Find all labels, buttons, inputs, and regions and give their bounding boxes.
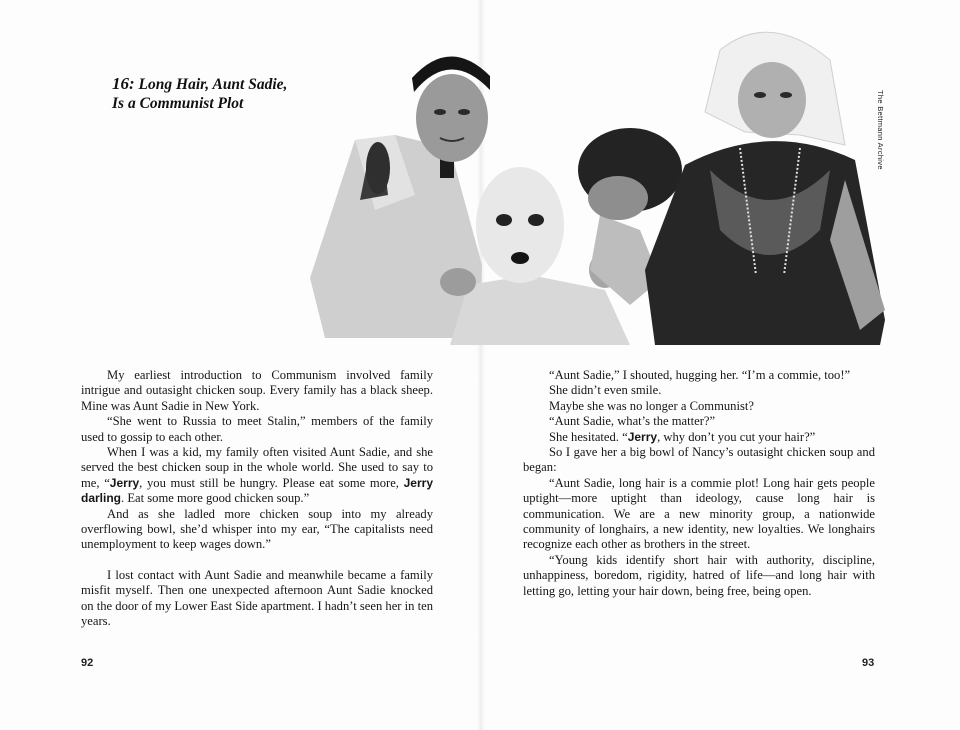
man-in-white-coat xyxy=(310,56,490,338)
chapter-title-line-1: Long Hair, Aunt Sadie, xyxy=(138,76,288,93)
left-p3-text-c: , you must still be hungry. Please eat some more, xyxy=(139,475,404,490)
right-paragraph-7: “Aunt Sadie, long hair is a commie plot! Long hair gets people uptight—more uptight than ideology, cause long hair is communication. We are a new minority group, a nationwide community of longhairs, a new identity, new loyalties. We longhairs recognize each other as brothers in the street. xyxy=(523,475,875,552)
right-page-text xyxy=(523,368,875,599)
right-paragraph-8: “Young kids identify short hair with authority, discipline, unhappiness, boredom, rigidity, hatred of life—and long hair with letting go, letting your hair down, being free, being open. xyxy=(523,552,875,598)
right-paragraph-5 xyxy=(523,430,875,445)
right-p5-text-c: , why don’t you cut your hair?” xyxy=(657,429,816,444)
left-paragraph-4: And as she ladled more chicken soup into my already overflowing bowl, she’d whisper into my ear, “The capitalists need unemployment to keep wages down.” xyxy=(81,506,433,552)
right-page-number: 93 xyxy=(862,657,875,669)
left-p3-text-a: When I was a kid, my family often visited Aunt Sadie, and she served the best chicken soup in the whole world. She used to say to me, “ xyxy=(81,445,433,490)
right-p5-text-a: She hesitated. “ xyxy=(549,429,628,444)
left-paragraph-5: I lost contact with Aunt Sadie and meanwhile became a family misfit myself. Then one unexpected afternoon Aunt Sadie knocked on the door of my Lower East Side apartment. I hadn’t seen her in ten years. xyxy=(81,567,433,629)
left-page-number: 92 xyxy=(81,657,94,669)
right-paragraph-3: Maybe she was no longer a Communist? xyxy=(549,398,754,413)
left-paragraph-3 xyxy=(81,445,433,507)
left-p3-jerry-darling: Jerry darling xyxy=(81,475,433,506)
right-paragraph-4: “Aunt Sadie, what’s the matter?” xyxy=(549,414,716,429)
left-p3-text-e: . Eat some more good chicken soup.” xyxy=(121,491,310,506)
right-p5-jerry: Jerry xyxy=(627,429,658,444)
chapter-photo xyxy=(300,20,890,345)
right-paragraph-1: “Aunt Sadie,” I shouted, hugging her. “I’m a commie, too!” xyxy=(549,368,851,382)
chapter-number: 16: xyxy=(112,74,135,93)
right-paragraph-2: She didn’t even smile. xyxy=(549,383,662,398)
photo-credit: The Bettmann Archive xyxy=(876,90,885,170)
left-paragraph-2: “She went to Russia to meet Stalin,” members of the family used to gossip to each other. xyxy=(81,414,433,444)
chapter-title-line-2: Is a Communist Plot xyxy=(112,95,244,112)
left-p3-jerry: Jerry xyxy=(109,475,140,490)
right-paragraph-6: So I gave her a big bowl of Nancy’s outasight chicken soup and began: xyxy=(523,445,875,475)
left-paragraph-1: My earliest introduction to Communism involved family intrigue and outasight chicken soup. Every family has a black sheep. Mine was Aunt Sadie in New York. xyxy=(81,368,433,413)
left-page-text xyxy=(81,368,433,630)
woman-in-headdress xyxy=(645,32,885,345)
